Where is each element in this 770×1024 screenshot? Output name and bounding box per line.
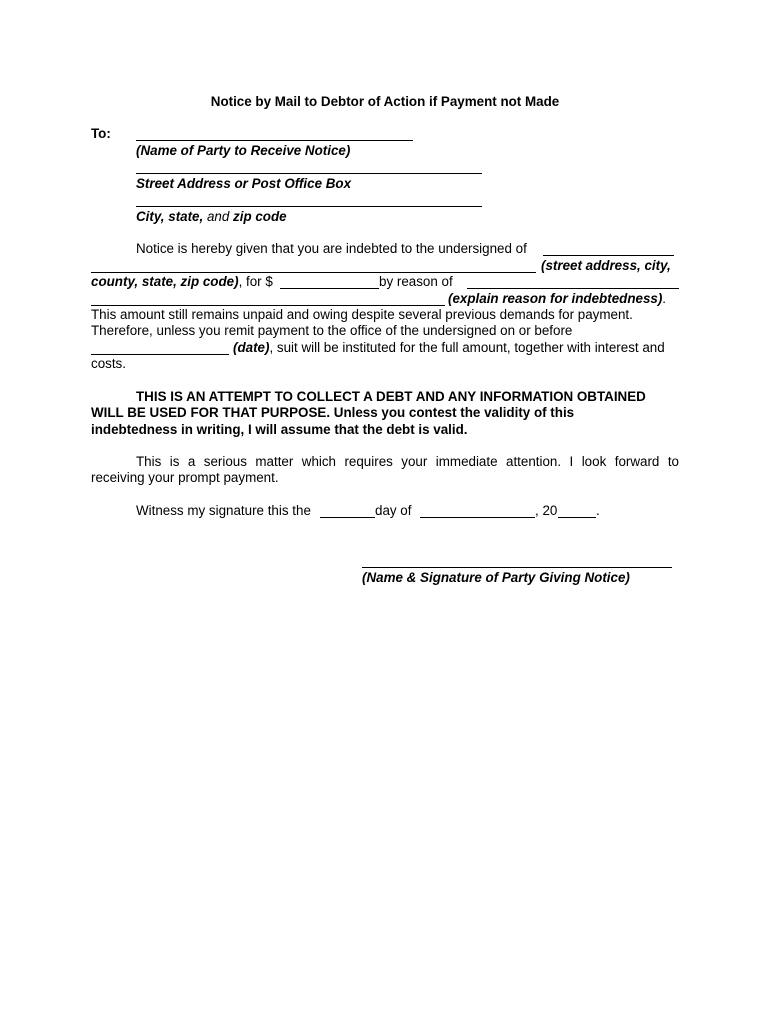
witness-month-line xyxy=(420,517,535,518)
debt-warning-line-1: THIS IS AN ATTEMPT TO COLLECT A DEBT AND ANY INFORMATION OBTAINED xyxy=(136,389,646,404)
city-state-zip-line xyxy=(136,206,482,207)
county-state-zip-label: county, state, zip code) xyxy=(91,274,239,289)
signature-label: (Name & Signature of Party Giving Notice) xyxy=(362,570,630,585)
notice-intro: Notice is hereby given that you are indebted to the undersigned of xyxy=(136,241,527,256)
street-address-city-label: (street address, city, xyxy=(541,258,671,273)
signature-line xyxy=(362,567,672,568)
recipient-name-line xyxy=(136,140,413,141)
document-title: Notice by Mail to Debtor of Action if Payment not Made xyxy=(210,94,560,109)
witness-text: Witness my signature this the xyxy=(136,503,311,518)
reason-line-b xyxy=(91,305,445,306)
witness-day-line xyxy=(320,517,375,518)
for-amount-text: , for $ xyxy=(238,274,273,289)
by-reason-text: by reason of xyxy=(379,274,453,289)
amount-line-text xyxy=(91,274,273,290)
serious-matter-line-2: receiving your prompt payment. xyxy=(91,470,279,485)
explain-reason-label: (explain reason for indebtedness) xyxy=(448,291,663,306)
witness-year-line xyxy=(558,517,596,518)
creditor-address-line xyxy=(91,272,536,273)
reason-line-a xyxy=(467,288,679,289)
serious-matter-line-1: This is a serious matter which requires your immediate attention. I look forward to xyxy=(136,454,679,469)
date-label: (date) xyxy=(233,340,270,355)
to-label: To: xyxy=(91,126,111,141)
creditor-name-line xyxy=(543,255,674,256)
witness-year-text: , 20 xyxy=(535,503,558,518)
date-line xyxy=(91,354,229,355)
suit-text: , suit will be instituted for the full amount, together with interest and xyxy=(269,340,665,355)
suit-statement xyxy=(233,340,665,356)
street-address-label: Street Address or Post Office Box xyxy=(136,176,352,191)
street-address-line xyxy=(136,173,482,174)
zip-code-text: zip code xyxy=(233,209,287,224)
witness-period: . xyxy=(596,503,600,518)
recipient-name-label: (Name of Party to Receive Notice) xyxy=(136,143,351,158)
city-and-text: and xyxy=(203,209,234,224)
costs-text: costs. xyxy=(91,356,126,371)
unpaid-statement: This amount still remains unpaid and owing despite several previous demands for payment. xyxy=(91,307,633,322)
debt-warning-line-2: WILL BE USED FOR THAT PURPOSE. Unless you contest the validity of this xyxy=(91,405,575,420)
reason-label-wrap xyxy=(448,291,666,307)
city-state-text: City, state, xyxy=(136,209,204,224)
city-state-zip-label xyxy=(136,209,287,225)
amount-line xyxy=(280,288,379,289)
reason-period: . xyxy=(662,291,667,306)
remit-statement: Therefore, unless you remit payment to the office of the undersigned on or before xyxy=(91,323,573,338)
witness-day-of-text: day of xyxy=(375,503,412,518)
debt-warning-line-3: indebtedness in writing, I will assume that the debt is valid. xyxy=(91,422,468,437)
